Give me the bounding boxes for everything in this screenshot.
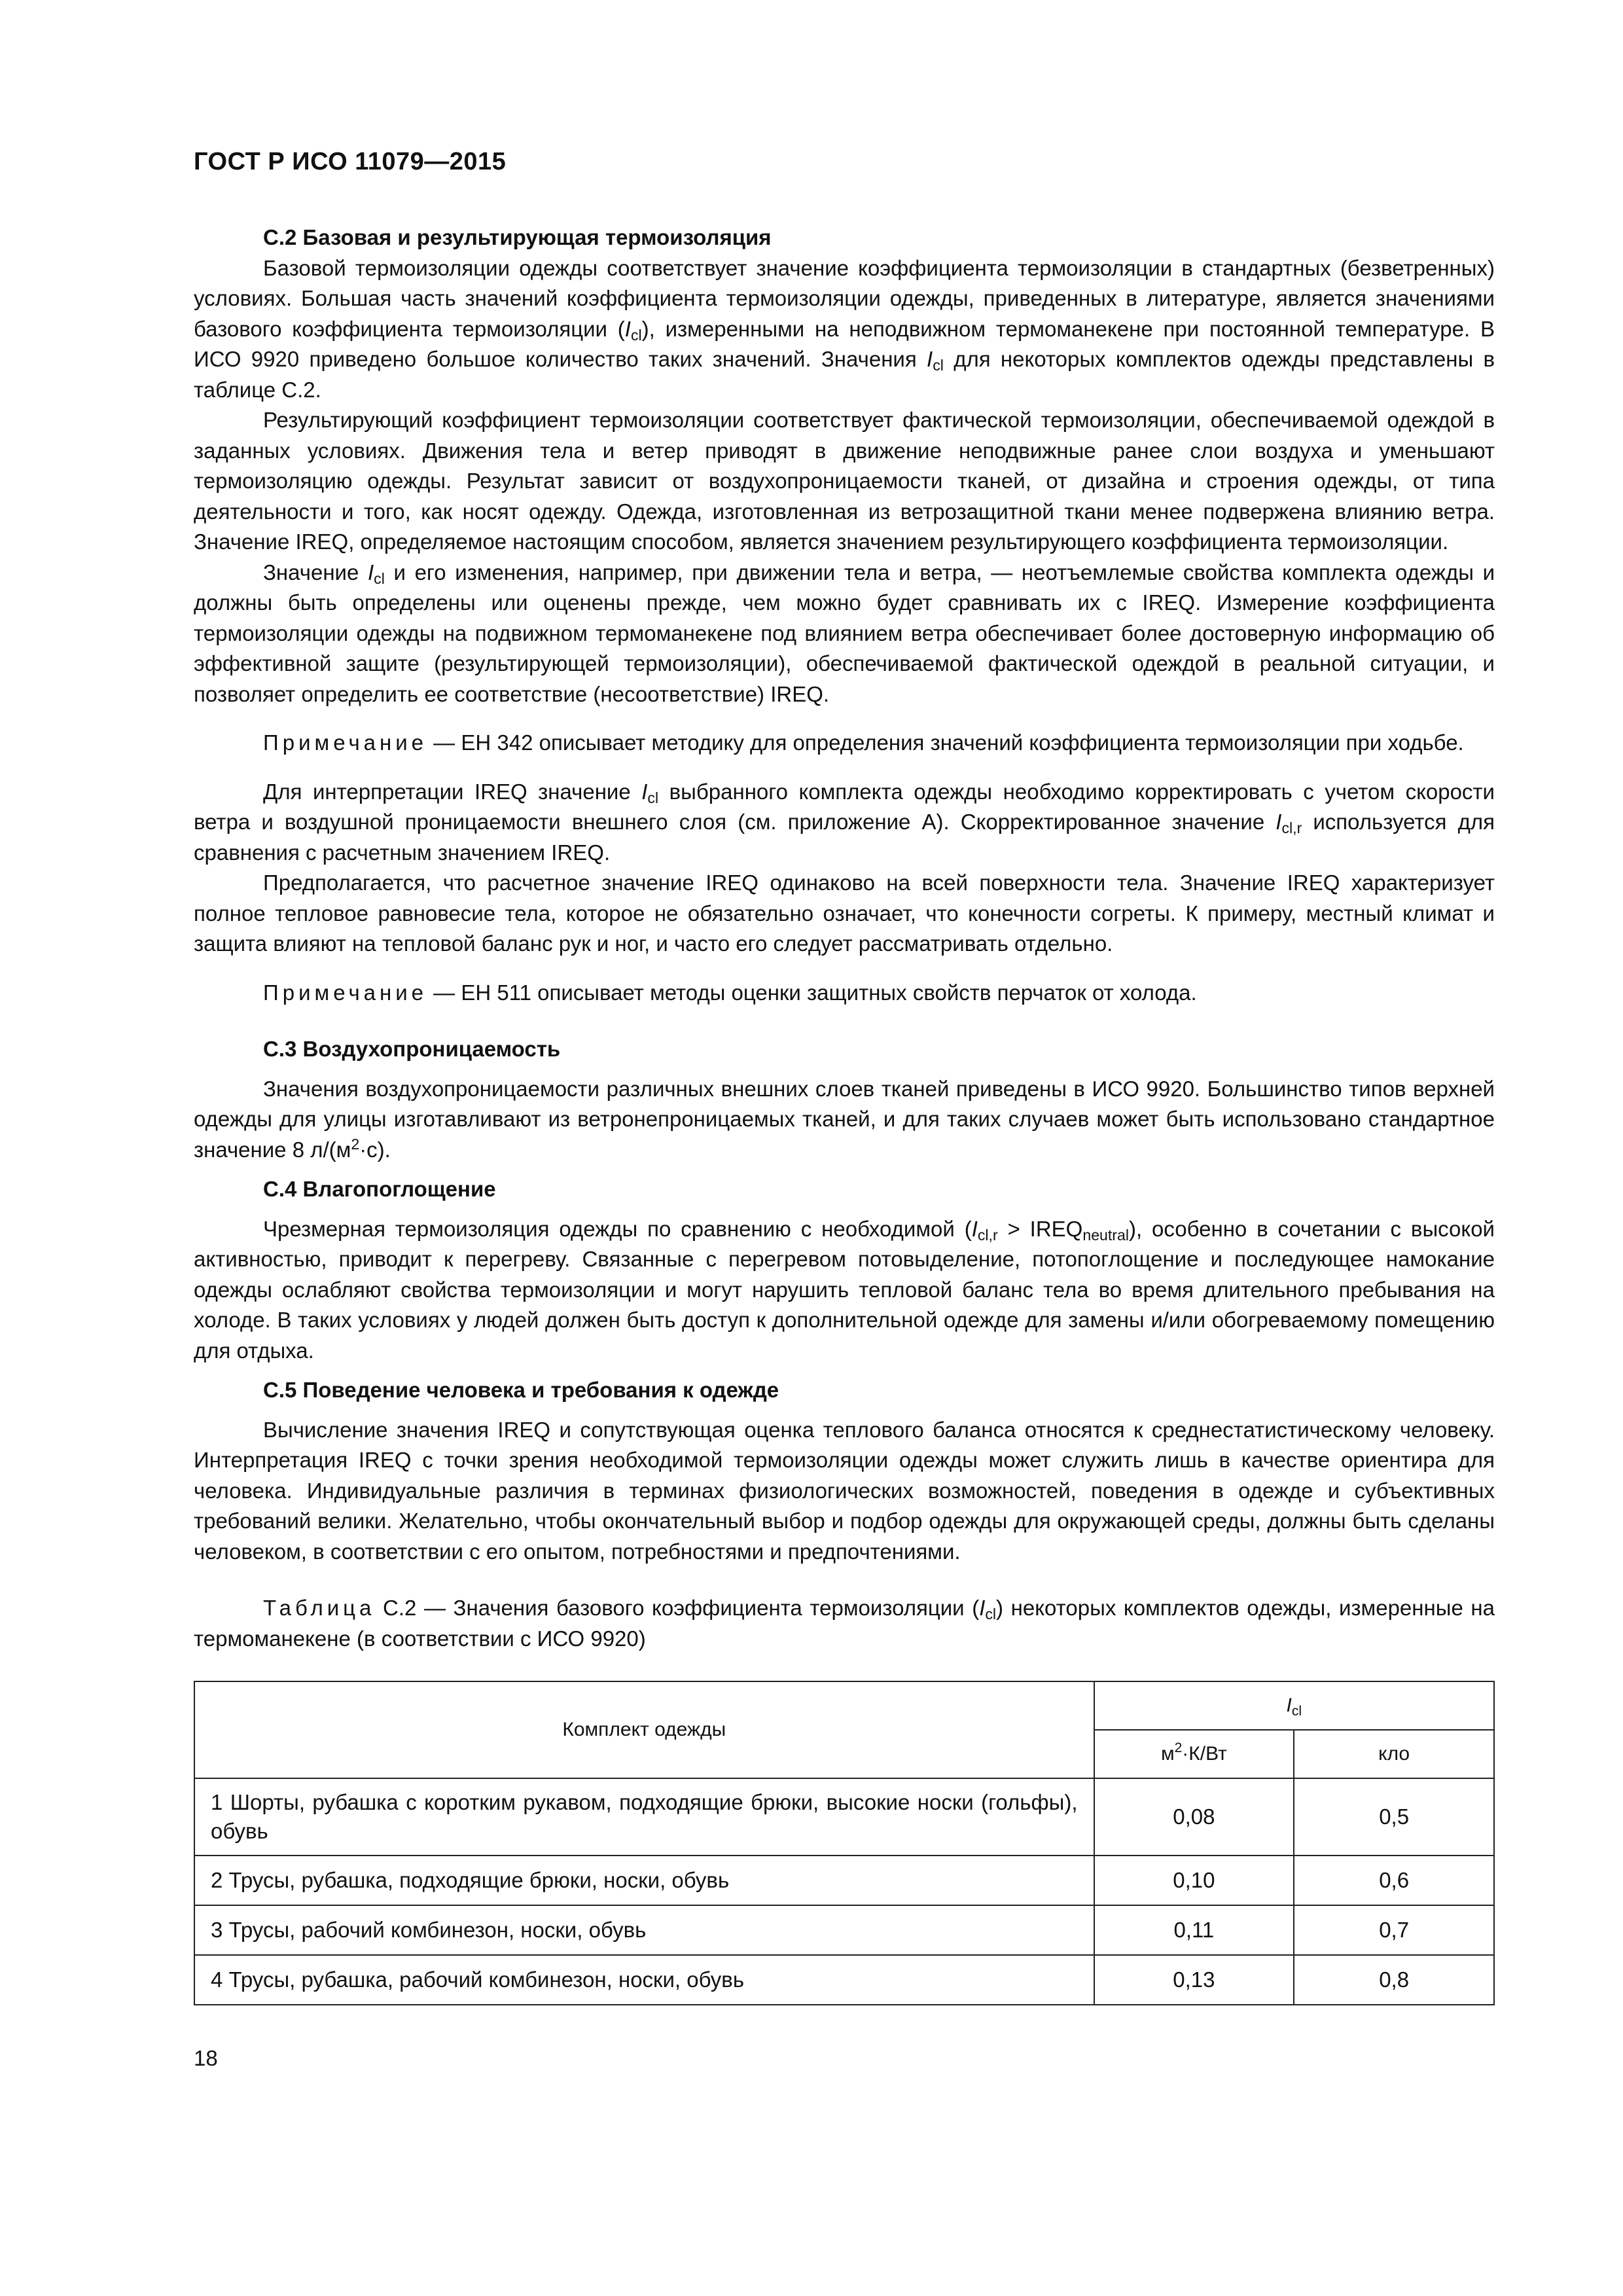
section-heading-c2: С.2 Базовая и результирующая термоизоляция [263, 225, 772, 249]
column-header-outfit: Комплект одежды [194, 1681, 1094, 1778]
table-header-row [194, 1681, 1494, 1730]
cell-outfit: 3 Трусы, рабочий комбинезон, носки, обувь [194, 1905, 1094, 1955]
note: Примечание — ЕН 511 описывает методы оценки защитных свойств перчаток от холода. [263, 980, 1197, 1005]
page-number: 18 [194, 2046, 218, 2070]
cell-clo: 0,6 [1294, 1856, 1494, 1905]
table-row [194, 1778, 1494, 1856]
cell-si: 0,08 [1094, 1778, 1294, 1856]
paragraph: Для интерпретации IREQ значение $I_{cl}$ выбранного комплекта одежды необходимо корректировать с учетом скорости ветра и воздушной проницаемости внешнего слоя (см. приложение А). Скорректированное значение $I_{cl,r}$ используется для сравнения с расчетным значением IREQ. [194, 779, 1495, 865]
cell-si: 0,11 [1094, 1905, 1294, 1955]
cell-clo: 0,7 [1294, 1905, 1494, 1955]
paragraph: Предполагается, что расчетное значение IREQ одинаково на всей поверхности тела. Значение IREQ характеризует полное тепловое равновесие тела, которое не обязательно означает, что конечности согреты. К примеру, местный климат и защита влияют на тепловой баланс рук и ног, и часто его следует рассматривать отдельно. [194, 870, 1495, 956]
paragraph: Базовой термоизоляции одежды соответствует значение коэффициента термоизоляции в стандартных (безветренных) условиях. Большая часть значений коэффициента термоизоляции одежды, приведенных в литературе, является значениями базового коэффициента термоизоляции $(I_{cl})$, измеренными на неподвижном термоманекене при постоянной температуре. В ИСО 9920 приведено большое количество таких значений. Значения $I_{cl}$ для некоторых комплектов одежды представлены в таблице С.2. [194, 255, 1495, 402]
table-row [194, 1955, 1494, 2005]
document-body [194, 223, 1495, 1654]
paragraph: Вычисление значения IREQ и сопутствующая оценка теплового баланса относятся к среднестатистическому человеку. Интерпретация IREQ с точки зрения необходимой термоизоляции одежды может служить лишь в качестве ориентира для человека. Индивидуальные различия в терминах физиологических возможностей, поведения в одежде и субъективных требований велики. Желательно, чтобы окончательный выбор и подбор одежды для окружающей среды, должны быть сделаны человеком, в соответствии с его опытом, потребностями и предпочтениями. [194, 1417, 1495, 1564]
table-caption: Таблица С.2 — Значения базового коэффициента термоизоляции $(I_{cl})$ некоторых комплектов одежды, измеренные на термоманекене (в соответствии с ИСО 9920) [194, 1596, 1495, 1651]
document-header: ГОСТ Р ИСО 11079—2015 [194, 148, 507, 175]
paragraph: Чрезмерная термоизоляция одежды по сравнению с необходимой ($I_{cl,r}$ > $IREQ_{neutral}$), особенно в сочетании с высокой активностью, приводит к перегреву. Связанные с перегревом потовыделение, потопоглощение и последующее намокание одежды ослабляют свойства термоизоляции и могут нарушить тепловой баланс тела во время длительного пребывания на холоде. В таких условиях у людей должен быть доступ к дополнительной одежде для замены и/или обогреваемому помещению для отдыха. [194, 1216, 1495, 1363]
table-row [194, 1856, 1494, 1905]
cell-clo: 0,8 [1294, 1955, 1494, 2005]
table-row [194, 1905, 1494, 1955]
clothing-insulation-table [194, 1681, 1495, 2005]
cell-outfit: 2 Трусы, рубашка, подходящие брюки, носки, обувь [194, 1856, 1094, 1905]
cell-outfit: 4 Трусы, рубашка, рабочий комбинезон, носки, обувь [194, 1955, 1094, 2005]
cell-si: 0,13 [1094, 1955, 1294, 2005]
paragraph: Значения воздухопроницаемости различных внешних слоев тканей приведены в ИСО 9920. Большинство типов верхней одежды для улицы изготавливают из ветронепроницаемых тканей, и для таких случаев может быть использовано стандартное значение 8 $л/(м^2\cdot с)$. [194, 1076, 1495, 1162]
column-header-clo-unit: кло [1294, 1730, 1494, 1778]
section-heading-c5: С.5 Поведение человека и требования к одежде [263, 1378, 779, 1402]
note: Примечание — ЕН 342 описывает методику для определения значений коэффициента термоизоляции при ходьбе. [263, 730, 1464, 755]
paragraph: Значение $I_{cl}$ и его изменения, например, при движении тела и ветра, — неотъемлемые свойства комплекта одежды и должны быть определены или оценены прежде, чем можно будет сравнивать их с IREQ. Измерение коэффициента термоизоляции одежды на подвижном термоманекене под влиянием ветра обеспечивает более достоверную информацию об эффективной защите (результирующей термоизоляции), обеспечиваемой фактической одеждой в реальной ситуации, и позволяет определить ее соответствие (несоответствие) IREQ. [194, 560, 1495, 706]
cell-si: 0,10 [1094, 1856, 1294, 1905]
cell-outfit: 1 Шорты, рубашка с коротким рукавом, подходящие брюки, высокие носки (гольфы), обувь [194, 1778, 1094, 1856]
section-heading-c4: С.4 Влагопоглощение [263, 1177, 496, 1201]
column-header-icl: $I_{cl}$ [1094, 1681, 1494, 1730]
paragraph: Результирующий коэффициент термоизоляции соответствует фактической термоизоляции, обеспечиваемой одеждой в заданных условиях. Движения тела и ветер приводят в движение неподвижные ранее слои воздуха и уменьшают термоизоляцию одежды. Результат зависит от воздухопроницаемости тканей, от дизайна и строения одежды, от типа деятельности и того, как носят одежду. Одежда, изготовленная из ветрозащитной ткани менее подвержена влиянию ветра. Значение IREQ, определяемое настоящим способом, является значением результирующего коэффициента термоизоляции. [194, 408, 1495, 554]
column-header-si-unit: $м^2\cdot К/Вт$ [1094, 1730, 1294, 1778]
cell-clo: 0,5 [1294, 1778, 1494, 1856]
section-heading-c3: С.3 Воздухопроницаемость [263, 1037, 561, 1061]
